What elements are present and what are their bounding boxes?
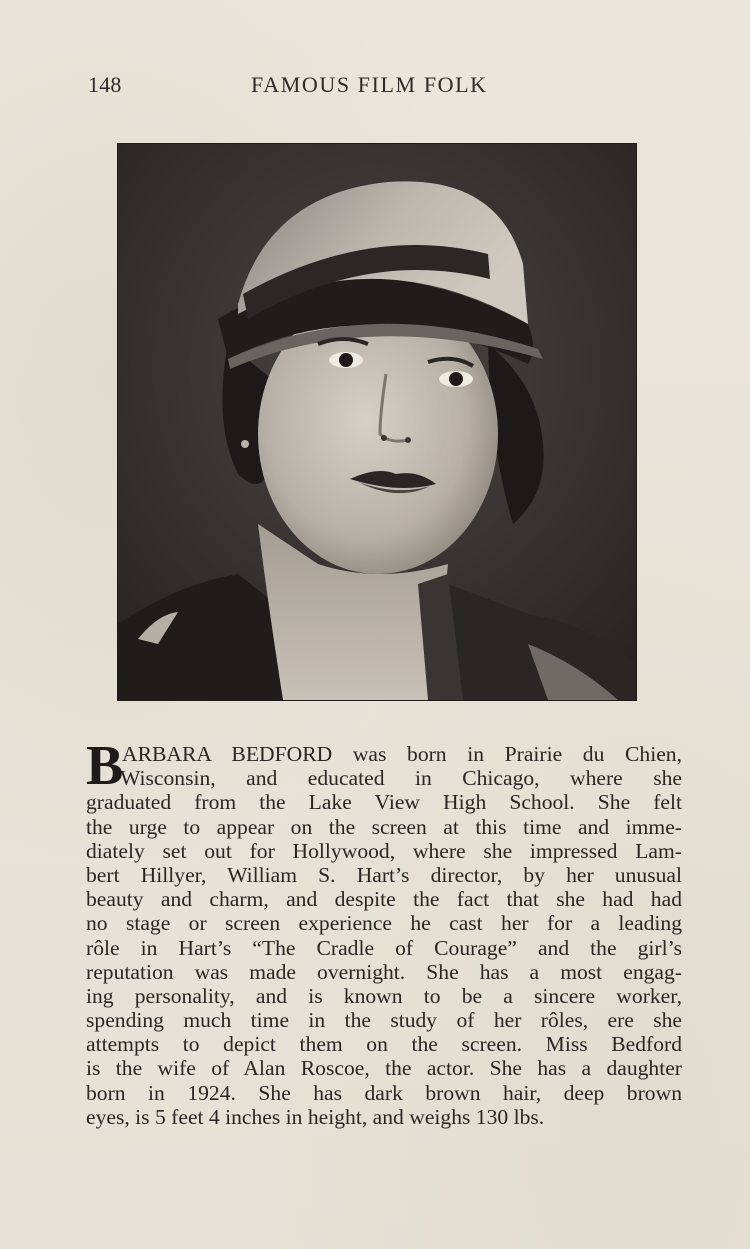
drop-cap: B bbox=[86, 735, 124, 797]
text-line: the urge to appear on the screen at this time and imme- bbox=[86, 814, 682, 839]
biography-text bbox=[86, 735, 682, 1129]
text-line: ARBARA BEDFORD was born in Prairie du Chien, bbox=[122, 742, 682, 766]
text-line: graduated from the Lake View High School. She felt bbox=[86, 790, 682, 815]
text-line: beauty and charm, and despite the fact that she had had bbox=[86, 887, 682, 912]
running-head bbox=[88, 72, 688, 102]
portrait-photo bbox=[118, 144, 636, 700]
text-line: born in 1924. She has dark brown hair, deep brown bbox=[86, 1080, 682, 1105]
text-line: spending much time in the study of her rôles, ere she bbox=[86, 1008, 682, 1033]
text-line: attempts to depict them on the screen. Miss Bedford bbox=[86, 1032, 682, 1057]
text-line: no stage or screen experience he cast her for a leading bbox=[86, 911, 682, 936]
text-line: bert Hillyer, William S. Hart’s director, by her unusual bbox=[86, 862, 682, 887]
text-line: Wisconsin, and educated in Chicago, where she bbox=[120, 766, 682, 791]
page-number: 148 bbox=[88, 72, 122, 97]
text-line: is the wife of Alan Roscoe, the actor. She has a daughter bbox=[86, 1056, 682, 1081]
text-line: diately set out for Hollywood, where she impressed Lam- bbox=[86, 838, 682, 863]
running-title: FAMOUS FILM FOLK bbox=[251, 72, 488, 97]
text-line: rôle in Hart’s “The Cradle of Courage” and the girl’s bbox=[86, 935, 682, 960]
portrait-illustration bbox=[118, 144, 636, 700]
text-line: reputation was made overnight. She has a most engag- bbox=[86, 959, 682, 984]
text-line: eyes, is 5 feet 4 inches in height, and weighs 130 lbs. bbox=[86, 1104, 545, 1129]
text-line: ing personality, and is known to be a sincere worker, bbox=[86, 983, 682, 1008]
